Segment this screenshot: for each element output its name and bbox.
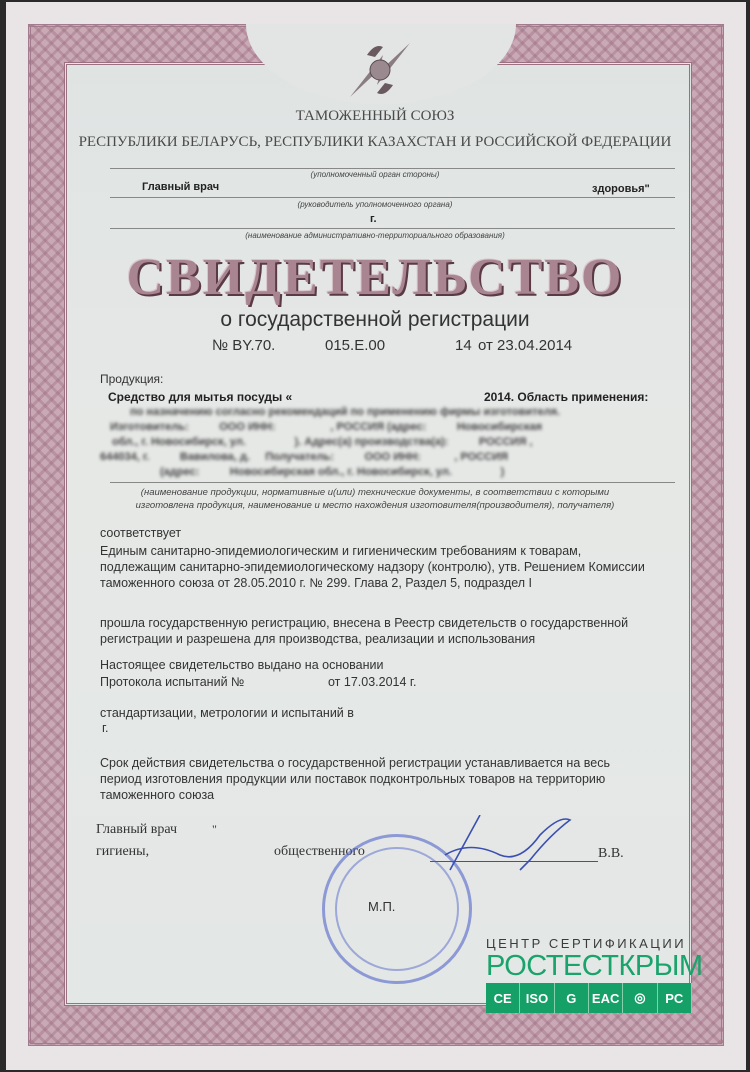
caption-product-1: (наименование продукции, нормативные и(или) технические документы, в соответствии с которыми (140, 487, 610, 498)
blurred-line: по назначению согласно рекомендаций по применению фирмы изготовителя. (130, 406, 561, 418)
seal-label: М.П. (368, 899, 396, 914)
caption-authority: (уполномоченный орган стороны) (310, 170, 440, 179)
signer-title-1: Главный врач (96, 822, 178, 837)
certification-marks (486, 983, 692, 1013)
blurred-line: обл., г. Новосибирск, ул. ). Адрес(а) производства(а): РОССИЯ , (112, 436, 533, 448)
product-name: Средство для мытья посуды « (108, 390, 293, 404)
certification-center-logo (486, 936, 703, 1013)
header-union: ТАМОЖЕННЫЙ СОЮЗ (295, 108, 455, 124)
document-subtitle: о государственной регистрации (220, 308, 530, 331)
eac-mark-icon: EAC (589, 983, 623, 1013)
logo-top-text: ЦЕНТР СЕРТИФИКАЦИИ (486, 936, 687, 951)
caption-product-2: изготовлена продукция, наименование и место нахождения изготовителя(производителя), получателя) (135, 500, 615, 511)
cert-date: от 23.04.2014 (478, 337, 573, 354)
conformity-text-2: подлежащим санитарно-эпидемиологическому надзору (контролю), утв. Решением Комиссии (100, 560, 645, 574)
conformity-label: соответствует (100, 526, 182, 540)
logo-brand: РОСТЕСТКРЫМ (486, 950, 703, 982)
city-field: г. (370, 213, 377, 225)
lab-city: г. (102, 721, 109, 735)
head-left: Главный врач (142, 181, 220, 193)
customs-union-emblem-icon (345, 35, 415, 105)
conformity-text-1: Единым санитарно-эпидемиологическим и гигиеническим требованиям к товарам, (100, 544, 582, 558)
divider (110, 482, 675, 483)
iso-mark-icon: ISO (520, 983, 554, 1013)
divider (110, 168, 675, 169)
blurred-line: Изготовитель: ООО ИНН: , РОССИЯ (адрес: Новосибирская (110, 421, 542, 433)
product-label: Продукция: (100, 372, 164, 386)
caption-territory: (наименование административно-территориального образования) (245, 231, 505, 240)
signer-initials: В.В. (598, 846, 624, 861)
signer-quote: " (212, 822, 217, 836)
blurred-line: (адрес: Новосибирская обл., г. Новосибирск, ул. ) (160, 466, 505, 478)
validity-text-3: таможенного союза (100, 788, 215, 802)
ce-mark-icon: CE (486, 983, 520, 1013)
conformity-text-3: таможенного союза от 28.05.2010 г. № 299. Глава 2, Раздел 5, подраздел I (100, 576, 533, 590)
signature-scribble-icon (440, 815, 590, 875)
lab-text: стандартизации, метрологии и испытаний в (100, 706, 354, 720)
caption-head: (руководитель уполномоченного органа) (297, 200, 453, 209)
divider (110, 228, 675, 229)
signer-title-2: гигиены, (96, 844, 150, 859)
signer-mid-word: общественного (274, 844, 365, 859)
header-republics: РЕСПУБЛИКИ БЕЛАРУСЬ, РЕСПУБЛИКИ КАЗАХСТАН И РОССИЙСКОЙ ФЕДЕРАЦИИ (78, 134, 672, 150)
basis-text: Настоящее свидетельство выдано на основании (100, 658, 384, 672)
protocol-date: от 17.03.2014 г. (328, 675, 417, 689)
validity-text-2: период изготовления продукции или поставок подконтрольных товаров на территорию (100, 772, 606, 786)
cert-number-mid: 015.E.00 (325, 337, 386, 354)
product-name-right: 2014. Область применения: (484, 390, 649, 404)
protocol-label: Протокола испытаний № (100, 675, 245, 689)
document-title: СВИДЕТЕЛЬСТВО (126, 249, 624, 306)
head-right: здоровья" (592, 183, 650, 195)
validity-text-1: Срок действия свидетельства о государственной регистрации устанавливается на весь (100, 756, 610, 770)
cert-number-suffix: 14 (455, 337, 472, 354)
divider (110, 197, 675, 198)
circle-mark-icon: ◎ (623, 983, 657, 1013)
registration-text-2: регистрации и разрешена для производства, реализации и использования (100, 632, 536, 646)
gost-mark-icon: G (555, 983, 589, 1013)
cert-number-prefix: № BY.70. (212, 337, 276, 354)
registration-text-1: прошла государственную регистрацию, внесена в Реестр свидетельств о государственной (100, 616, 629, 630)
pct-mark-icon: PC (658, 983, 692, 1013)
blurred-line: 644034, г. Вавилова, д. Получатель: ООО ИНН: , РОССИЯ (100, 451, 508, 463)
